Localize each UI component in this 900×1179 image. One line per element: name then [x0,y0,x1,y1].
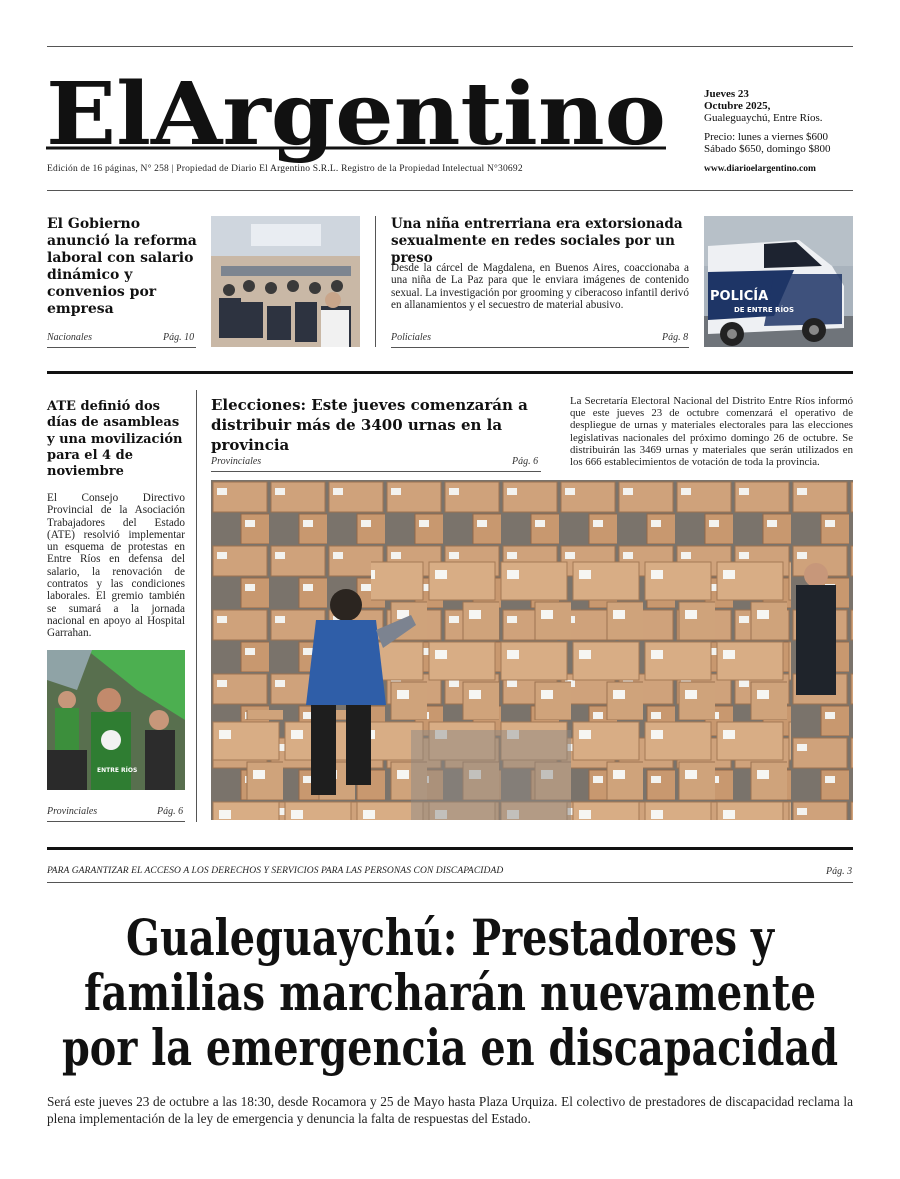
logo-text: ElArgentino [46,64,666,165]
price-weekday: Precio: lunes a viernes $600 [704,131,829,143]
extortion-body: Desde la cárcel de Magdalena, en Buenos Aires, coaccionaba a una niña de La Paz para que le enviara imágenes de contenido sexual. La investigación por grooming y ciberacoso infantil derivó en allanamientos y el secuestro de material abusivo. [391,262,689,311]
labor-section: Nacionales [47,332,92,343]
lead-kicker-rule [47,882,853,883]
lead-page: Pág. 3 [826,866,853,877]
lead-kicker: PARA GARANTIZAR EL ACCESO A LOS DERECHOS Y SERVICIOS PARA LAS PERSONAS CON DISCAPACIDAD [47,866,504,876]
website-link[interactable]: www.diarioelargentino.com [704,164,816,174]
col-divider-2 [196,390,197,822]
section-rule-2 [47,847,853,850]
ate-page: Pág. 6 [157,806,184,817]
police-van-photo [704,216,853,347]
date-day: Jueves 23 [704,88,749,100]
col-divider-1 [375,216,376,347]
edition-line: Edición de 16 páginas, N° 258 | Propiedad de Diario El Argentino S.R.L. Registro de la Propiedad Intelectual N°30692 [47,164,523,174]
elections-headline[interactable]: Elecciones: Este jueves comenzarán a distribuir más de 3400 urnas en la provincia [211,396,528,454]
lead-headline-line-1: Gualeguaychú: Prestadores y [126,908,776,967]
location: Gualeguaychú, Entre Ríos. [704,112,823,124]
elections-section: Provinciales [211,456,262,467]
masthead-rule [47,190,853,191]
date-month: Octubre 2025, [704,100,771,112]
van-text-2: DE ENTRE RÍOS [734,306,795,314]
lead-headline[interactable] [47,900,853,1080]
price-weekend: Sábado $650, domingo $800 [704,143,831,155]
lead-headline-line-3: por la emergencia en discapacidad [62,1018,838,1077]
ate-photo [47,650,185,790]
elections-body: La Secretaría Electoral Nacional del Distrito Entre Ríos informó que este jueves 23 de octubre comenzará el operativo de despliegue de urnas y materiales electorales para las elecciones legislativas nacionales del próximo domingo 26 de octubre. Se distribuirán las 3469 urnas y materiales que serán utilizados en los 666 establecimientos de votación de toda la provincia. [570,395,853,469]
van-text-1: POLICÍA [710,289,769,304]
ate-photo-text: ENTRE RÍOS [97,767,138,774]
extortion-section: Policiales [391,332,431,343]
labor-page: Pág. 10 [163,332,195,343]
ate-body: El Consejo Directivo Provincial de la Asociación Trabajadores del Estado (ATE) resolvió implementar un esquema de protestas en Entre Ríos en defensa del salario, la renovación de contratos y las condiciones laborales. El gremio también se sumará a la jornada nacional en apoyo al Hospital Garrahan. [47,492,185,640]
masthead-info [704,88,864,155]
ate-headline[interactable]: ATE definió dos días de asambleas y una movilización para el 4 de noviembre [47,399,183,480]
ballot-boxes-photo [211,480,853,820]
lead-headline-line-2: familias marcharán nuevamente [84,963,816,1022]
extortion-rule [391,347,689,348]
section-rule-1 [47,371,853,374]
ate-section: Provinciales [47,806,98,817]
extortion-page: Pág. 8 [662,332,689,343]
extortion-headline[interactable]: Una niña entrerriana era extorsionada sexualmente en redes sociales por un preso [391,216,683,266]
top-rule [47,46,853,47]
lead-body: Será este jueves 23 de octubre a las 18:30, desde Rocamora y 25 de Mayo hasta Plaza Urquiza. El colectivo de prestadores de discapacidad reclama la plena implementación de la ley de emergencia y denuncia la falta de respuestas del Estado. [47,1094,853,1126]
elections-rule [211,471,541,472]
ate-rule [47,821,185,822]
elections-page: Pág. 6 [512,456,539,467]
labor-rule [47,347,196,348]
labor-photo [211,216,360,347]
labor-headline[interactable]: El Gobierno anunció la reforma laboral con salario dinámico y convenios por empresa [47,216,197,317]
newspaper-logo [44,60,674,165]
